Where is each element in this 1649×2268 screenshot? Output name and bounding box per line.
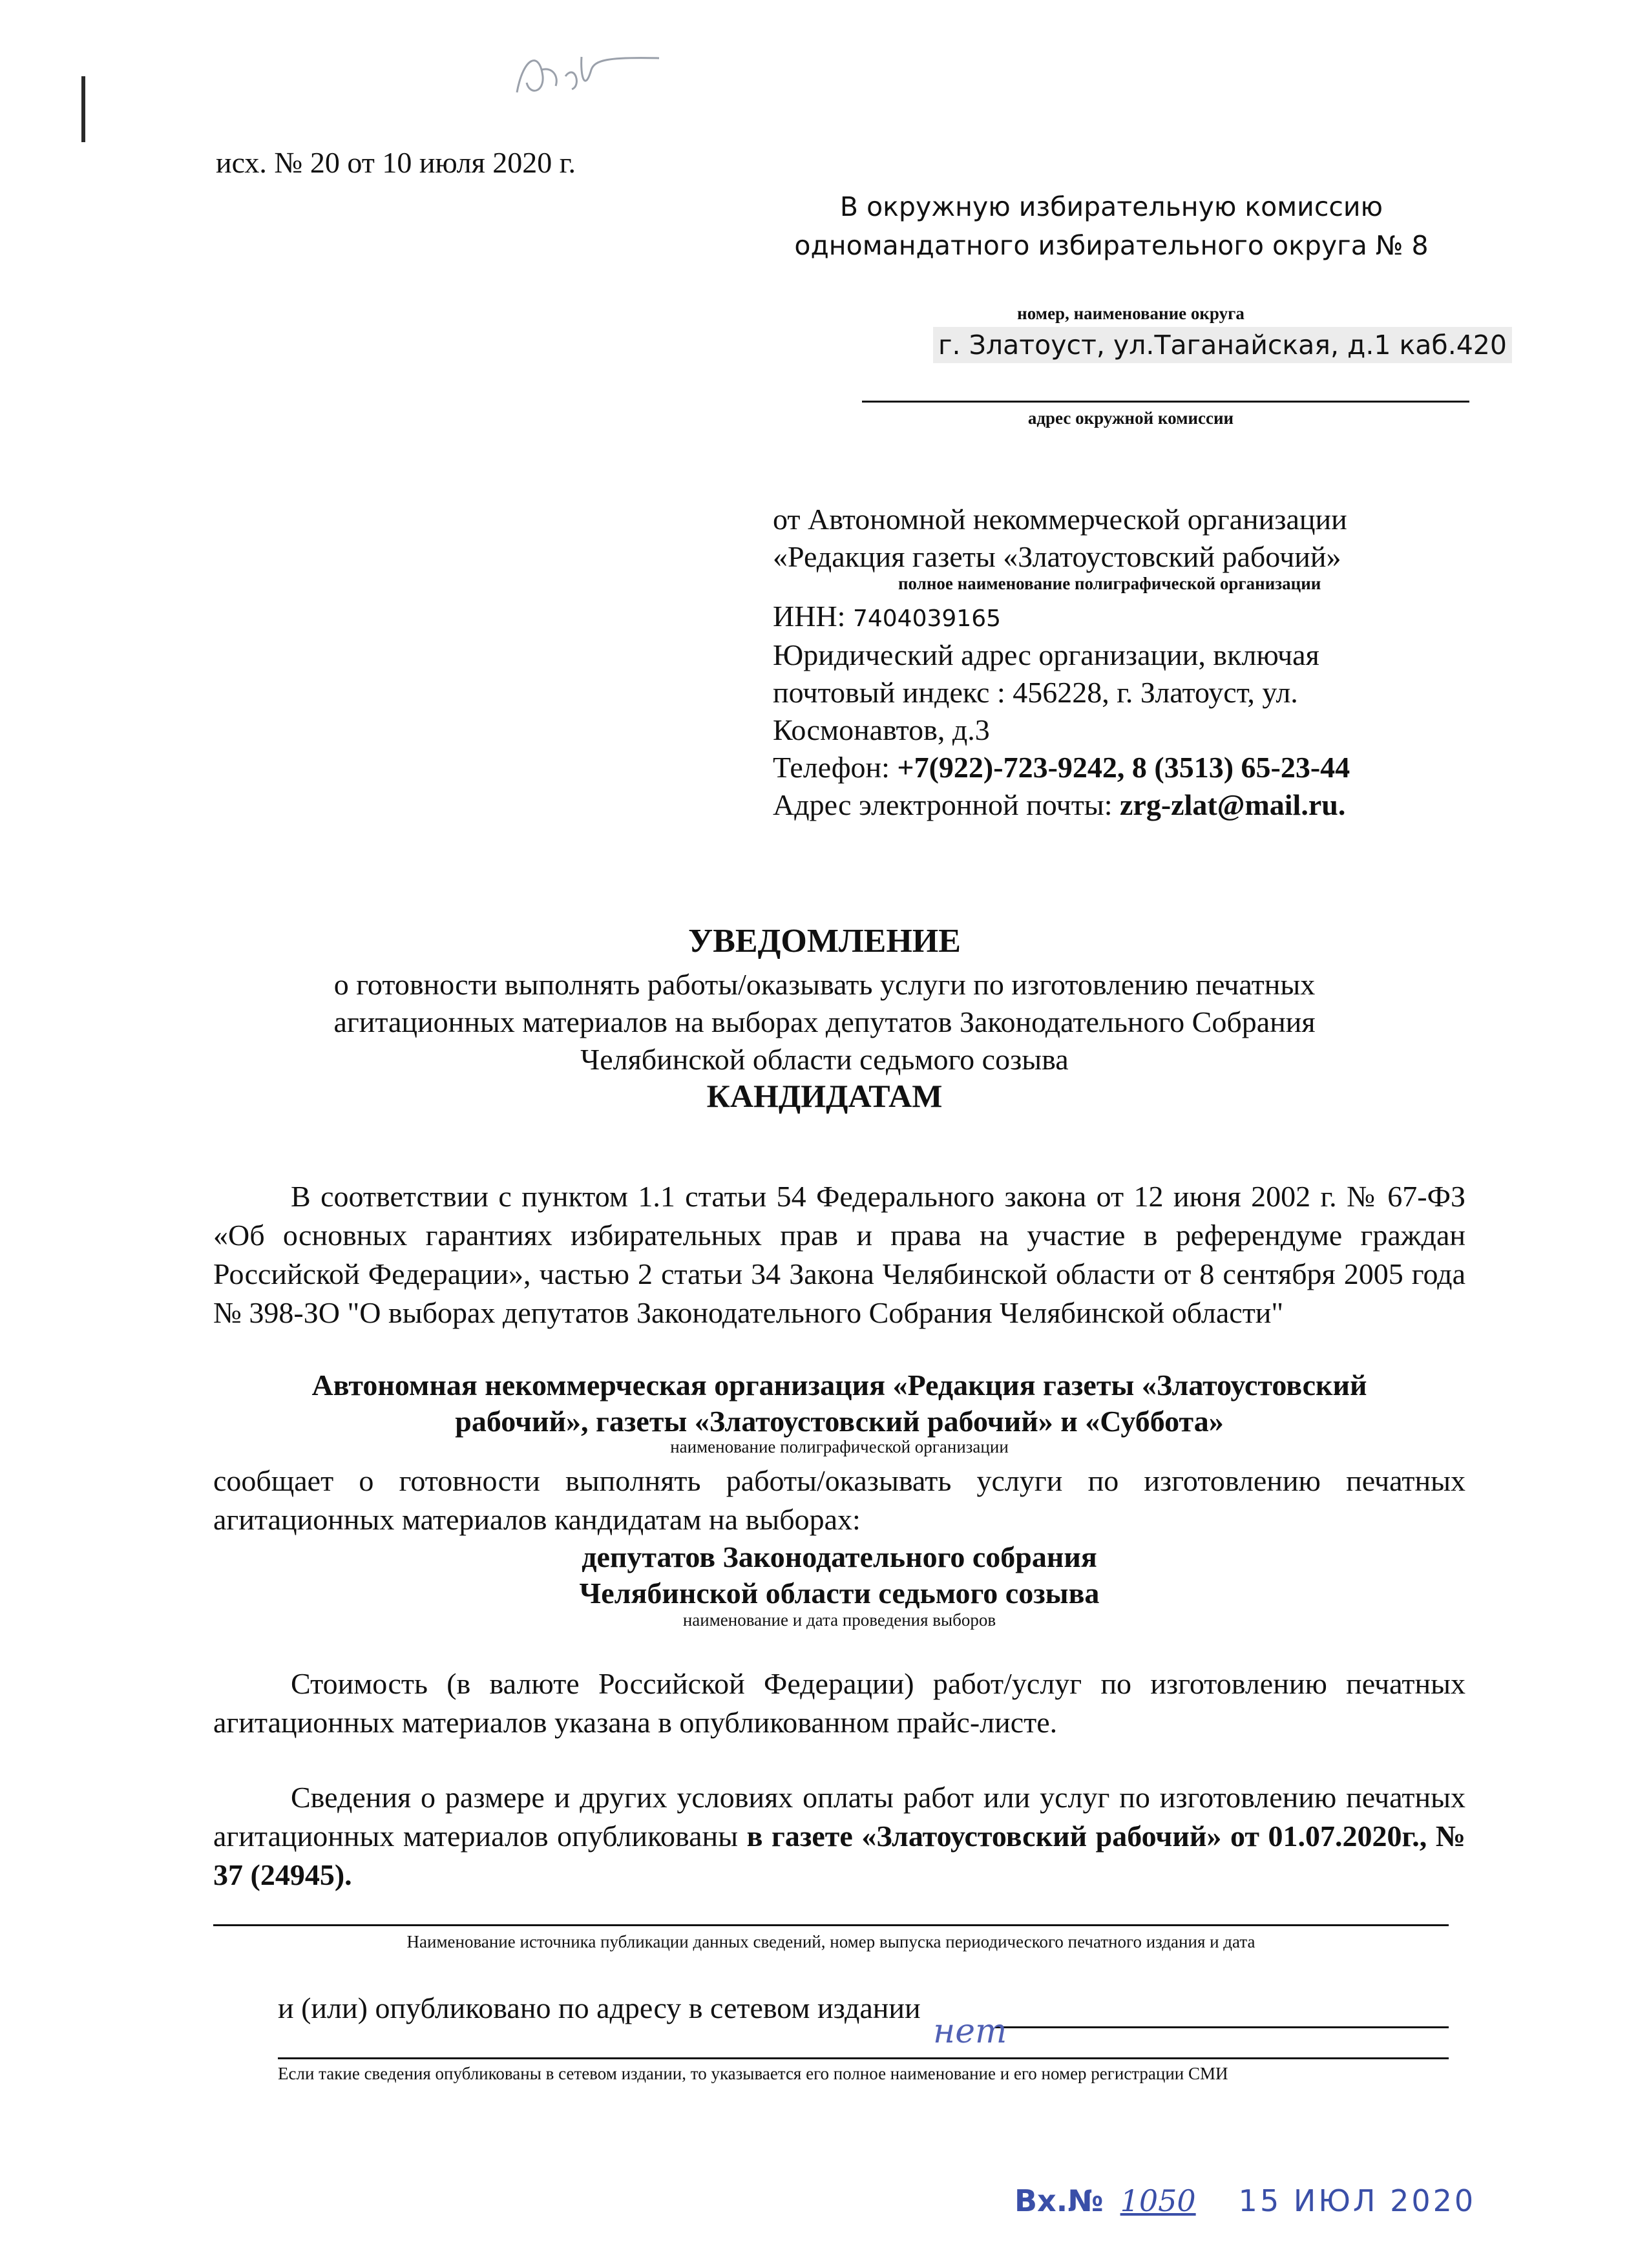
email-value: zrg-zlat@mail.ru. bbox=[1120, 788, 1346, 821]
organization-caption: наименование полиграфической организации bbox=[670, 1437, 1009, 1456]
payment-text: Сведения о размере и других условиях оплаты работ или услуг по изготовлению печатных агитационных материалов опубликованы bbox=[213, 1781, 1465, 1853]
election-line-1: депутатов Законодательного собрания bbox=[582, 1540, 1097, 1573]
online-caption: Если такие сведения опубликованы в сетевом издании, то указывается его полное наименование и его номер регистрации СМИ bbox=[278, 2064, 1228, 2083]
election-caption: наименование и дата проведения выборов bbox=[682, 1610, 996, 1630]
readiness-paragraph: сообщает о готовности выполнять работы/оказывать услуги по изготовлению печатных агитационных материалов кандидатам на выборах: bbox=[213, 1464, 1465, 1536]
subtitle-line-3: Челябинской области седьмого созыва bbox=[580, 1043, 1069, 1076]
sender-email bbox=[773, 786, 1345, 824]
sender-name-caption: полное наименование полиграфической организации bbox=[898, 574, 1321, 593]
payment-publication: в газете «Златоустовский рабочий» от 01.07.2020г., № 37 (24945). bbox=[213, 1820, 1465, 1891]
margin-mark bbox=[81, 76, 85, 142]
payment-paragraph bbox=[213, 1778, 1465, 1895]
phone-value: +7(922)-723-9242, 8 (3513) 65-23-44 bbox=[897, 751, 1350, 784]
address-caption: адрес окружной комиссии bbox=[1027, 408, 1234, 428]
recipient-line-2: одномандатного избирательного округа № 8 bbox=[794, 230, 1429, 261]
subtitle-line-1: о готовности выполнять работы/оказывать услуги по изготовлению печатных bbox=[333, 968, 1316, 1001]
stamp-date: 15 ИЮЛ 2020 bbox=[1238, 2183, 1476, 2218]
online-caption-rule bbox=[278, 2057, 1449, 2059]
phone-label: Телефон: bbox=[773, 751, 898, 784]
subtitle-line-2: агитационных материалов на выборах депутатов Законодательного Собрания bbox=[333, 1005, 1316, 1038]
recipient-line-1: В окружную избирательную комиссию bbox=[839, 191, 1383, 222]
signature-icon bbox=[504, 31, 672, 109]
publication-caption: Наименование источника публикации данных сведений, номер выпуска периодического печатного издания и дата bbox=[406, 1932, 1255, 1951]
online-handwritten-answer: нет bbox=[933, 2012, 1007, 2051]
publication-rule bbox=[213, 1924, 1449, 1926]
sender-address-line-1: Юридический адрес организации, включая bbox=[773, 638, 1319, 671]
intro-paragraph: В соответствии с пунктом 1.1 статьи 54 Федерального закона от 12 июня 2002 г. № 67-ФЗ «Об основных гарантиях избирательных прав и права на участие в референдуме граждан Российской Федерации», частью 2 статьи 34 Закона Челябинской области от 8 сентября 2005 года № 398-ЗО "О выборах депутатов Законодательного Собрания Челябинской области" bbox=[213, 1180, 1465, 1329]
cost-paragraph: Стоимость (в валюте Российской Федерации) работ/услуг по изготовлению печатных агитационных материалов указана в опубликованном прайс-листе. bbox=[213, 1667, 1465, 1739]
sender-line-1: от Автономной некоммерческой организации bbox=[773, 503, 1347, 536]
incoming-stamp bbox=[1014, 2181, 1476, 2220]
sender-line-2: «Редакция газеты «Златоустовский рабочий» bbox=[773, 540, 1341, 573]
sender-phone bbox=[773, 748, 1350, 787]
organization-line-1: Автономная некоммерческая организация «Редакция газеты «Златоустовский bbox=[311, 1369, 1367, 1402]
stamp-number: 1050 bbox=[1120, 2183, 1196, 2218]
address-rule bbox=[862, 401, 1469, 403]
inn-value: 7404039165 bbox=[852, 605, 1001, 632]
document-title: УВЕДОМЛЕНИЕ bbox=[688, 923, 961, 960]
recipient-address: г. Златоуст, ул.Таганайская, д.1 каб.420 bbox=[933, 327, 1512, 363]
stamp-prefix: Вх.№ bbox=[1014, 2183, 1104, 2218]
recipients-heading: КАНДИДАТАМ bbox=[706, 1078, 943, 1114]
sender-address-line-3: Космонавтов, д.3 bbox=[773, 713, 990, 746]
sender-inn bbox=[773, 597, 1001, 638]
signature-top bbox=[504, 31, 672, 109]
organization-line-2: рабочий», газеты «Златоустовский рабочий» и «Суббота» bbox=[455, 1405, 1224, 1438]
email-label: Адрес электронной почты: bbox=[773, 788, 1120, 821]
inn-label: ИНН: bbox=[773, 600, 853, 633]
district-caption: номер, наименование округа bbox=[1017, 304, 1245, 323]
outgoing-reference: исх. № 20 от 10 июля 2020 г. bbox=[216, 146, 576, 179]
online-publication-text: и (или) опубликовано по адресу в сетевом издании bbox=[278, 1991, 921, 2024]
online-publication-rule bbox=[995, 2026, 1449, 2028]
election-line-2: Челябинской области седьмого созыва bbox=[579, 1577, 1100, 1610]
sender-address-line-2: почтовый индекс : 456228, г. Златоуст, ул. bbox=[773, 676, 1298, 709]
